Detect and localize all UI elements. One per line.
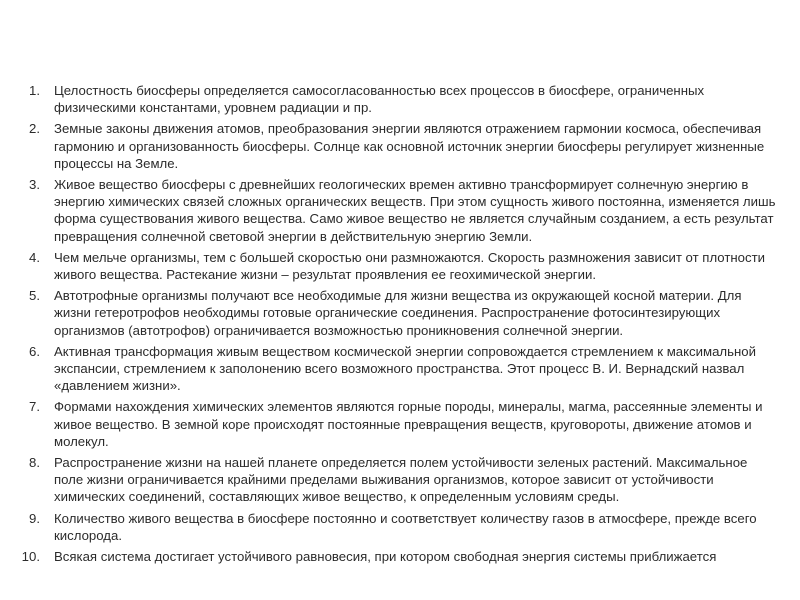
- list-item-number: 8.: [29, 455, 40, 471]
- list-item-number: 2.: [29, 121, 40, 137]
- list-item-text: Формами нахождения химических элементов являются горные породы, минералы, магма, рассеянные элементы и живое вещество. В земной коре происходят постоянные превращения веществ, круговороты, движение атомов и молекул.: [54, 399, 763, 449]
- list-item-number: 3.: [29, 177, 40, 193]
- list-item-text: Активная трансформация живым веществом космической энергии сопровождается стремлением к максимальной экспансии, стремлением к заполонению всего возможного пространства. Этот процесс В. И. Вернадский назвал «давлением жизни».: [54, 343, 756, 394]
- list-item: [0, 510, 800, 544]
- list-item: [0, 548, 800, 565]
- list-item: [0, 454, 800, 506]
- list-item-text: Всякая система достигает устойчивого равновесия, при котором свободная энергия системы приближается: [54, 549, 717, 565]
- list-item: [0, 249, 800, 283]
- list-item: [0, 120, 800, 172]
- list-item: [0, 343, 800, 395]
- list-item: [0, 287, 800, 339]
- list-item-text: Количество живого вещества в биосфере постоянно и соответствует количеству газов в атмосфере, прежде всего кислорода.: [54, 510, 757, 543]
- list-item-number: 7.: [29, 399, 40, 415]
- list-item-text: Чем мельче организмы, тем с большей скоростью они размножаются. Скорость размножения зависит от плотности живого вещества. Растекание жизни – результат проявления ее геохимической энергии.: [54, 249, 765, 283]
- list-item-number: 10.: [21, 549, 40, 565]
- list-item-number: 4.: [29, 249, 40, 265]
- list-item-number: 5.: [29, 288, 40, 304]
- list-item-text: Живое вещество биосферы с древнейших геологических времен активно трансформирует солнечную энергию в энергию химических связей сложных органических веществ. При этом сущность живого постоянна, изменяется лишь форма существования живого вещества. Само живое вещество не является случайным созданием, а есть результат превращения солнечной световой энергии в действительную энергию Земли.: [54, 177, 776, 244]
- list-item-text: Распространение жизни на нашей планете определяется полем устойчивости зеленых растений. Максимальное поле жизни ограничивается крайними пределами выживания организмов, которое зависит от устойчивости химических соединений, составляющих живое вещество, к определенным условиям среды.: [54, 455, 748, 505]
- list-item-number: 9.: [29, 510, 40, 526]
- list-item-number: 1.: [29, 83, 40, 98]
- list-item-number: 6.: [29, 343, 40, 359]
- list-item: [0, 82, 800, 116]
- list-item-text: Целостность биосферы определяется самосогласованностью всех процессов в биосфере, ограниченных физическими константами, уровнем радиации и пр.: [54, 83, 705, 116]
- list-item-text: Земные законы движения атомов, преобразования энергии являются отражением гармонии космоса, обеспечивая гармонию и организованность биосферы. Солнце как основной источник энергии биосферы регулирует жизненные процессы на Земле.: [54, 121, 765, 171]
- principles-list: [0, 82, 800, 569]
- list-item: [0, 176, 800, 245]
- list-item: [0, 398, 800, 450]
- list-item-text: Автотрофные организмы получают все необходимые для жизни вещества из окружающей косной материи. Для жизни гетеротрофов необходимы готовые органические соединения. Распространение фотосинтезирующих организмов (автотрофов) ограничивается возможностью проникновения солнечной энергии.: [54, 288, 742, 338]
